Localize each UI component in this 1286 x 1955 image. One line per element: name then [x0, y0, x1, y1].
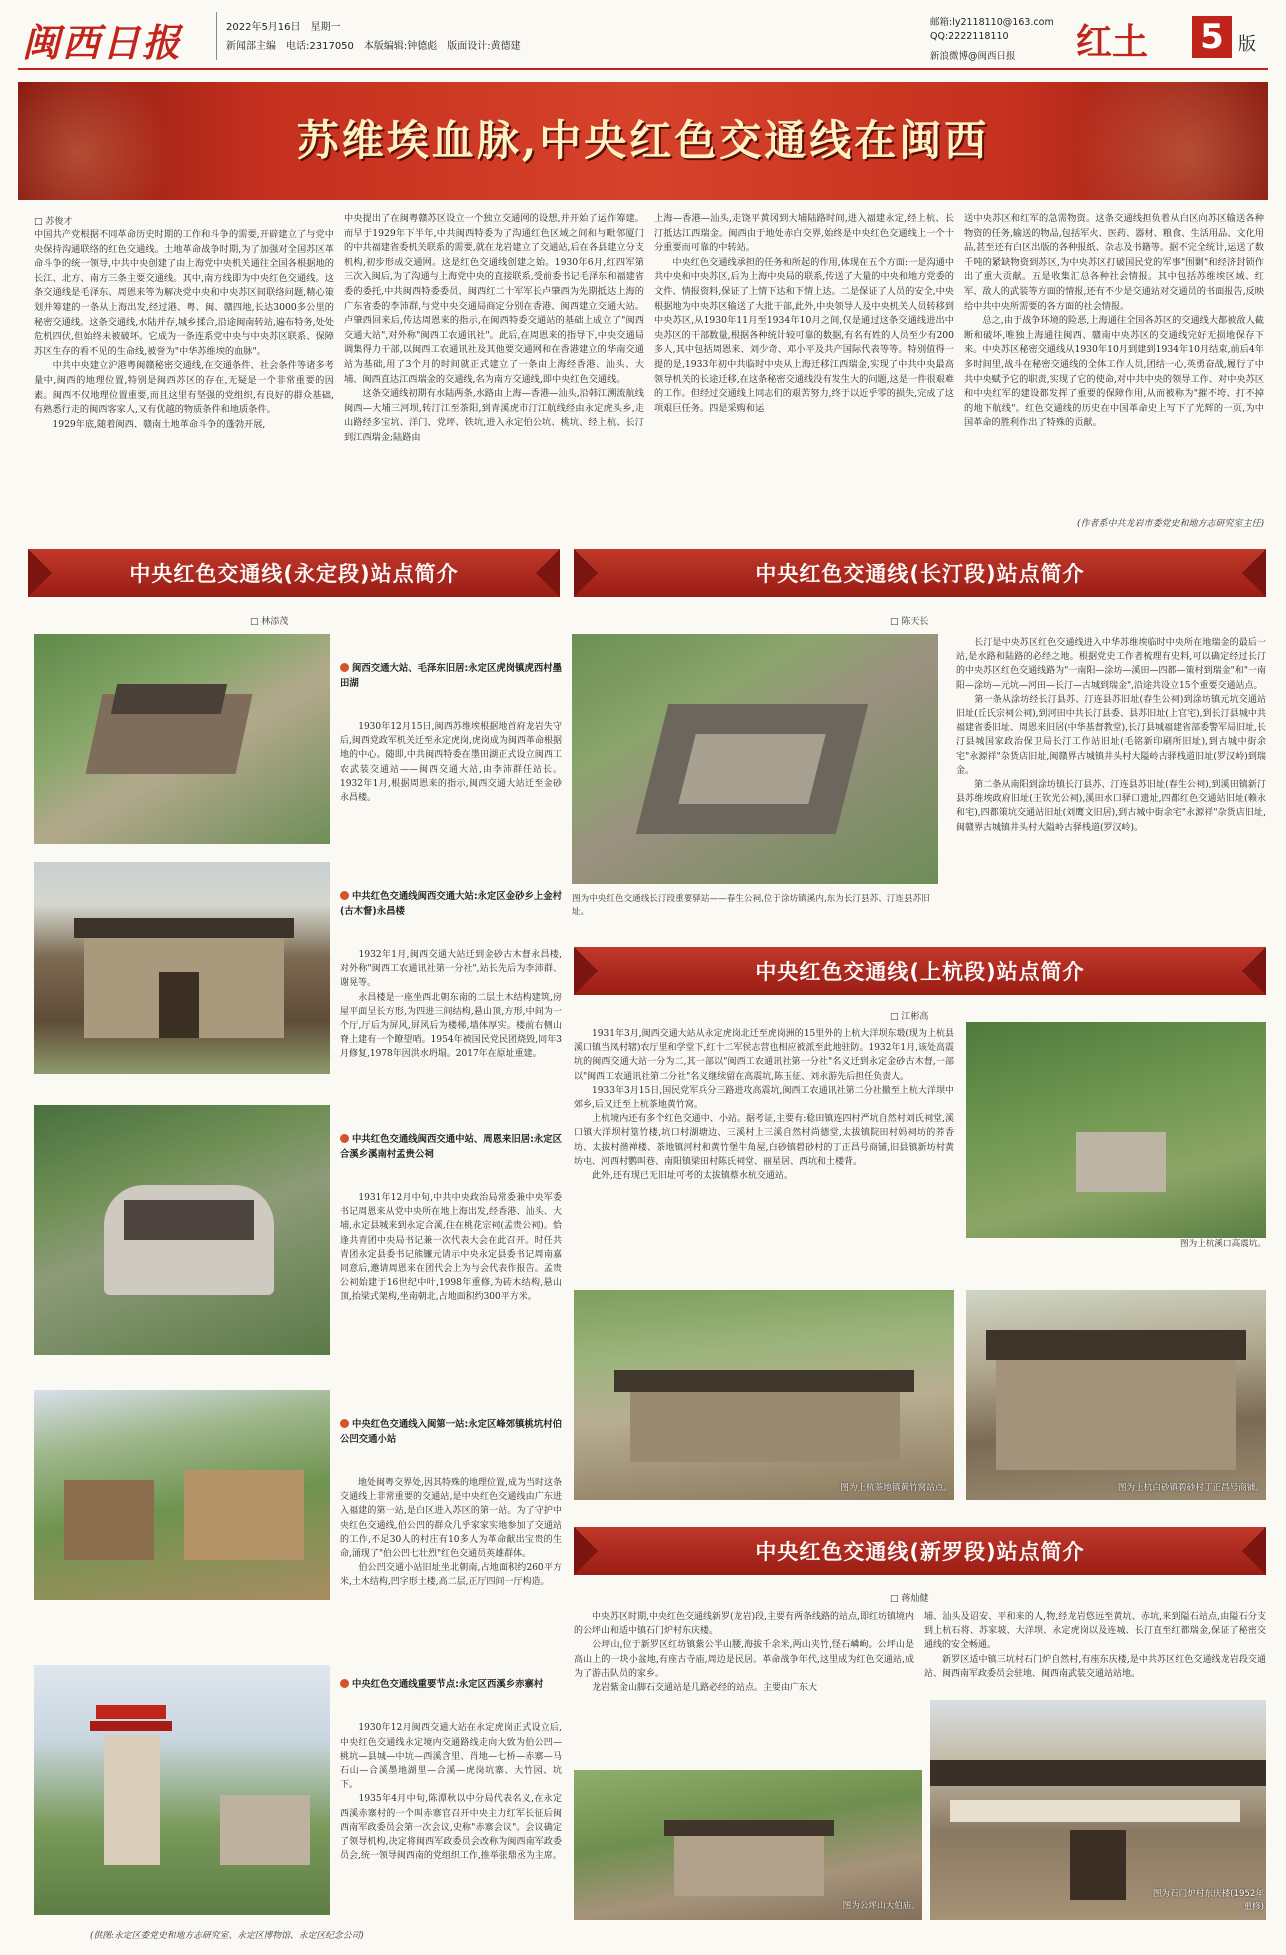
xinluo-body-left: 中央苏区时期,中央红色交通线新罗(龙岩)段,主要有两条线路的站点,即红坊镇境内的公坪山和适中镇石门炉村东庆楼。 公坪山,位于新罗区红坊镇紫公半山腰,海拔千余米,两山夹竹,怪石嶙峋。公坪山是高山上的一块小盆地,有座古寺庙,周边是民居。革命战争年代,这里成为红色交通站,成为了游击队员的家乡。 龙岩紫金山脚石交通站是几路必经的站点。主要由广东大	[574, 1612, 914, 1694]
headline-banner	[18, 82, 1268, 200]
yongding-photo-4	[34, 1390, 330, 1600]
changting-photo	[572, 634, 938, 884]
shanghang-photo-2	[574, 1290, 954, 1500]
xinluo-author-name: 蒋灿健	[901, 1594, 929, 1604]
yongding-site-5	[340, 1650, 562, 1920]
shanghang-photo-3	[966, 1290, 1266, 1500]
yongding-site-3-body: 1931年12月中旬,中共中央政治局常委兼中央军委书记周恩来从党中央所在地上海出发,经香港、汕头、大埔,永定县城来到永定合溪,住在桃花宗祠(孟贵公祠)。恰逢共青团中央局书记兼一次代表大会在此召开。时任共青团永定县委书记熊镰元请示中央永定县委书记周南嘉同意后,邀请周恩来在团代会上为与会代表作报告。孟贵公祠始建于16世纪中叶,1998年重修,为砖木结构,悬山顶,抬梁式架构,坐南朝北,占地面积约300平方米。	[340, 1193, 562, 1303]
weibo: 新浪微博@闽西日报	[930, 51, 1016, 62]
shanghang-photo-3-caption: 图为上杭白砂镇碧砂村丁正昌号商铺。	[1117, 1483, 1264, 1493]
editor-line: 新闻部主编 电话:2317050 本版编辑:钟德彪 版面设计:黄德建	[226, 41, 521, 52]
yongding-author: □ 林添茂	[250, 617, 289, 627]
red-dot-icon	[340, 663, 349, 672]
yongding-author-name: 林添茂	[261, 617, 289, 627]
yongding-site-2	[340, 862, 562, 1074]
yongding-site-4-body: 地处闽粤交界处,因其特殊的地理位置,成为当时这条交通线上非常重要的交通站,是中央红色交通线由广东进入福建的第一站,是白区进入苏区的第一站。为了守护中央红色交通线,伯公凹的群众几乎家家实地参加了交通站的工作,不足30人的村庄有10多人为革命献出宝贵的生命,涌现了"伯公凹七壮烈"红色交通员英雄群体。 伯公凹交通小站旧址坐北朝南,占地面积约260平方米,土木结构,凹字形土楼,高二层,正厅四间一厅构造。	[340, 1478, 562, 1588]
intro-col-1: 中国共产党根据不同革命历史时期的工作和斗争的需要,开辟建立了与党中央保持沟通联络的红色交通线。土地革命战争时期,为了加强对全国苏区革命斗争的统一领导,中共中央创建了由上海党中央机关通往全国各根据地的长江、北方、南方三条主要交通线。其中,南方线即为中央红色交通线。这条交通线是毛泽东、周恩来等为解决党中央和中央苏区间联络问题,精心策划并筹建的一条从上海出发,经过港、粤、闽、赣四地,长达3000多公里的秘密交通线。这条交通线,水陆并存,城乡揉合,沿途闽南转站,遍布特务,处处危机四伏,但始终未被破坏。它成为一条连系党中央与中央苏区联系、保障苏区生存的看不见的生命线,被誉为"中华苏维埃的血脉"。 中共中央建立沪港粤闽赣秘密交通线,在交通条件、社会条件等诸多考量中,闽西的地理位置,特别是闽西苏区的存在,无疑是一个非常重要的因素。闽西不仅地理位置重要,而且这里有坚强的党组织,有良好的群众基础,有熟悉行走的闽西客家人,又有优越的物质条件和地质条件。 1929年底,随着闽西、赣南土地革命斗争的蓬勃开展,	[34, 229, 334, 430]
shanghang-photo-2-caption: 图为上杭茶地镇黄竹窝站点。	[840, 1483, 952, 1493]
intro-author: □ 苏俊才	[34, 217, 73, 227]
changting-body: 长汀是中央苏区红色交通线进入中华苏维埃临时中央所在地瑞金的最后一站,是水路和陆路的必经之地。根据党史工作者梳理有史料,可以确定经过长汀的中央苏区红色交通线路为"一南阳—涂坊—溪田—四都—策村到瑞金"和"一南阳—涂坊—元坑—河田—长汀—古城到瑞金",沿途共设立15个重要交通站点。 第一条从涂坊经长汀县苏、汀连县苏旧址(春生公祠)到涂坊镇元坑交通站旧址(丘氏宗祠公祠),到河田中共长汀县委、县苏旧址(上官宅),到长汀县城中共福建省委旧址、周恩来旧居(中华基督教堂),长汀县城福建省部委警军局旧址,长汀县城国家政治保卫局长汀工作站旧址(毛铭新印刷所旧址),到古城中街余宅"永源祥"杂货店旧址,闽赣界古城镇井头村大隘岭古驿栈道旧址(罗汉岭)到瑞金。 第二条从南阳到涂坊镇长汀县苏、汀连县苏旧址(春生公祠),到溪田镇新汀县苏维埃政府旧址(王钦光公祠),溪田水口驿口遗址,四都红色交通站旧址(赖永和宅),四都策坑交通站旧址(刘鹰文旧居),到古城中街余宅"永源祥"杂货店旧址,闽赣界古城镇井头村大隘岭古驿栈道(罗汉岭)。	[956, 638, 1266, 833]
yongding-footnote: (供图:永定区委党史和地方志研究室、永定区博物馆、永定区纪念公司)	[90, 1931, 364, 1941]
xinluo-title-banner	[574, 1527, 1266, 1575]
yongding-site-3	[340, 1105, 562, 1363]
shanghang-body: 1931年3月,闽西交通大站从永定虎岗北迁至虎岗洲的15里外的上杭大洋坝东塅(现为上杭县溪口镇当凤村辖)农厅里和学堂下,红十二军侯志营也相应被派至此地驻防。1932年1月,该处高震坑的闽西交通大站一分为二,其一部以"闽西工农通讯社第一分社"名义迁到永定金砂古木督,一部以"闽西工农通讯社第二分社"名义继续留在高震坑,陈玉征、刘永游先后担任负责人。 1933年3月15日,国民党军兵分三路进攻高震坑,闽西工农通讯社第二分社撤至上杭大洋坝中郊乡,后又迁至上杭茶地黄竹窝。 上杭境内还有多个红色交通中、小站。据考证,主要有:稔田镇连四村严坑自然村刘氏祠堂,溪口镇大洋坝村篁竹楼,坑口村湖塘边、三溪村上三溪自然村尚德堂,太拔镇院田村妈祠坊的荞香坊、太拔村凿禅楼、茶地镇河村和黄竹堡牛角屋,白砂镇碧砂村的丁正昌号商铺,旧县镇新坊村黄坊屯、河西村鹦叫巷、南阳镇梁田村陈氏祠堂、丽星居、西坑和土楼背。 此外,还有现已无旧址可考的太拔镇蔡水杭交通站。	[574, 1029, 954, 1182]
xinluo-photo-2	[930, 1700, 1266, 1920]
page-number-box: 5	[1192, 16, 1232, 58]
yongding-photo-5	[34, 1665, 330, 1915]
yongding-site-5-title: 中央红色交通线重要节点:永定区西溪乡赤寨村	[352, 1679, 544, 1691]
newspaper-logo: 闽西日报	[22, 20, 183, 65]
yongding-site-2-body: 1932年1月,闽西交通大站迁到金砂古木督永昌楼,对外称"闽西工农通讯社第一分社",站长先后为李沛群、谢晃等。 永昌楼是一座坐西北朝东南的二层土木结构建筑,房屋平面呈长方形,为四进三间结构,悬山顶,方形,中间为一个厅,厅后为屏风,屏风后为楼梯,墙体厚实。楼前右侧山脊上建有一个瞭望哨。1954年被国民党民团烧毁,同年3月修复,1978年因洪水坍塌。2017年在原址重建。	[340, 950, 562, 1060]
red-dot-icon	[340, 1679, 349, 1688]
red-dot-icon	[340, 891, 349, 900]
shanghang-author: □ 江彬高	[890, 1012, 929, 1022]
red-dot-icon	[340, 1419, 349, 1428]
intro-signature: (作者系中共龙岩市委党史和地方志研究室主任)	[1076, 519, 1264, 529]
yongding-site-5-body: 1930年12月闽西交通大站在永定虎岗正式设立后,中央红色交通线永定境内交通路线走向大致为伯公凹—桃坑—县城—中坑—西溪含里、肖地—七桥—赤寨—马石山—合溪墨地湖里—合溪—虎岗坑寨、大竹园、坑下。 1935年4月中旬,陈潭秋以中分局代表名义,在永定西溪赤寨村的一个叫赤寨官召开中央主力红军长征后闽西南军政委员会第一次会议,史称"赤寨会议"。会议确定了领导机构,决定将闽西军政委员会改称为闽西南军政委员会,统一领导闽西南的党组织工作,推举张鼎丞为主席。	[340, 1723, 562, 1862]
yongding-title-banner	[28, 549, 560, 597]
page-suffix: 版	[1238, 34, 1256, 55]
xinluo-photo-2-caption: 图为石门炉村东庆楼(1952年重修)	[1152, 1889, 1264, 1912]
yongding-photo-1	[34, 634, 330, 844]
xinluo-photo-1	[574, 1770, 922, 1920]
red-dot-icon	[340, 1134, 349, 1143]
yongding-site-1-title: 闽西交通大站、毛泽东旧居:永定区虎岗镇虎西村墨田湖	[340, 663, 562, 689]
changting-photo-caption: 图为中央红色交通线长汀段重要驿站——春生公祠,位于涂坊镇溪内,东为长汀县苏、汀连县苏旧址。	[572, 894, 930, 917]
yongding-photo-3	[34, 1105, 330, 1355]
yongding-title: 中央红色交通线(永定段)站点简介	[129, 562, 459, 586]
changting-title-banner	[574, 549, 1266, 597]
changting-author: □ 陈天长	[890, 617, 929, 627]
shanghang-photo-1	[966, 1022, 1266, 1238]
yongding-site-3-title: 中共红色交通线闽西交通中站、周恩来旧居:永定区合溪乡溪南村孟贵公祠	[340, 1134, 562, 1160]
xinluo-photo-1-caption: 图为公坪山大伯庙。	[842, 1901, 920, 1911]
yongding-site-1-body: 1930年12月15日,闽西苏维埃根据地首府龙岩失守后,闽西党政军机关迁至永定虎岗,虎岗成为闽西革命根据地的中心。随即,中共闽西特委在墨田湖正式设立闽西工农武装交通站——闽西交通大站,由李沛群任站长。1932年1月,根据周恩来的指示,闽西交通大站迁至金砂永昌楼。	[340, 722, 562, 804]
intro-col-3: 上海—香港—汕头,走饶平黄冈到大埔陆路时间,进入福建永定,经上杭、长汀抵达江西瑞金。闽西由于地处赤白交界,始终是中央红色交通线上一个十分重要而可靠的中转站。 中央红色交通线承担的任务和所起的作用,体现在五个方面:一是沟通中共中央和中央苏区,后为上海中央局的联系,传送了大量的中央和地方党委的文件、情报资料,保证了上情下达和下情上达。二是保证了人员的安全,中央根据地为中央苏区输送了大批干部,此外,中央领导人及中央机关人员转移到中央苏区,从1930年11月至1934年10月之间,仅是通过这条交通线进出中央苏区的干部数量,根据各种统计较可靠的数据,有名有姓的人员至少有200多人,其中包括周恩来、刘少奇、邓小平及共产国际代表等等。特别值得一提的是,1933年初中共临时中央从上海迁移江西瑞金,实现了中共中央最高领导机关的长途迁移,在这条秘密交通线没有发生大的问题,这是一件很艰难的工作。但经过交通线上同志们的艰苦努力,终于以近乎零的损失,完成了这项艰巨任务。四是采购和运	[654, 213, 954, 414]
masthead	[0, 0, 1286, 72]
shanghang-author-name: 江彬高	[901, 1012, 929, 1022]
shanghang-title-banner	[574, 947, 1266, 995]
yongding-site-1	[340, 634, 562, 844]
changting-author-name: 陈天长	[901, 617, 929, 627]
yongding-photo-2	[34, 862, 330, 1074]
email: 邮箱:ly2118110@163.com	[930, 17, 1054, 28]
shanghang-photo-1-caption: 图为上杭溪口高震坑。	[1180, 1239, 1266, 1249]
xinluo-title: 中央红色交通线(新罗段)站点简介	[755, 1540, 1085, 1564]
masthead-rule	[18, 68, 1268, 70]
intro-author-name: 苏俊才	[45, 217, 73, 227]
intro-col-2: 中央提出了在闽粤赣苏区设立一个独立交通网的设想,并开始了运作筹建。而早于1929年下半年,中共闽西特委为了沟通红色区域之间和与毗邻厦门的中共福建省委机关联系的需要,就在龙岩建立了交通站,后在各县建立分支机构,初步形成交通网。这是红色交通线创建之始。1930年6月,红四军第三次入闽后,为了沟通与上海党中央的直接联系,受前委书记毛泽东和福建省委的委托,中共闽西特委委员、闽西红二十军军长卢肇西为先期抵达上海的广东省委的李沛群,与党中央交通局商定分别在香港、闽西建立交通大站。卢肇西回来后,传达周恩来的指示,在闽西特委交通站的基础上成立了"闽西交通大站",对外称"闽西工农通讯社"。此后,在周恩来的指导下,中央交通局调集得力干部,以闽西工农通讯社及其他要交通网和在香港建立的华南交通站为基础,用了3个月的时间就正式建立了一条由上海经香港、汕头、大埔、闽西直达江西瑞金的交通线,名为南方交通线,即中央红色交通线。 这条交通线初期有水陆两条,水路由上海—香港—汕头,沿韩江溯流航线闽西—大埔三河坝,转汀江至茶阳,到青溪虎市汀江航线经由永定虎头乡,走山路经多宝坑、洋门、党坪、铁坑,进入永定伯公坑、桃坑、经上杭、长汀到江西瑞金;陆路由	[344, 213, 644, 443]
xinluo-author: □ 蒋灿健	[890, 1594, 929, 1604]
yongding-site-2-title: 中共红色交通线闽西交通大站:永定区金砂乡上金村(古木督)永昌楼	[340, 891, 562, 917]
headline: 苏维埃血脉,中央红色交通线在闽西	[296, 116, 990, 165]
intro-col-4: 送中央苏区和红军的急需物资。这条交通线担负着从白区向苏区输送各种物资的任务,输送的物品,包括军火、医药、器材、粮食、生活用品、文化用品,甚至还有白区出版的各种报纸、杂志及书籍等。据不完全统计,运送了数千吨的紧缺物资到苏区,为中央苏区打破国民党的军事"围剿"和经济封锁作出了重大贡献。五是收集汇总各种社会情报。其中包括苏维埃区域、红军、敌人的武装等方面的情报,还有不少是交通站对交通员的书面报告,反映给中共中央所需要的各方面的社会情报。 总之,由于战争环境的险恶,上海通往全国各苏区的交通线大都被敌人截断和破坏,唯独上海通往闽西、赣南中央苏区的交通线完好无损地保存下来。中央苏区秘密交通线从1930年10月到建到1934年10月结束,前后4年多时间里,战斗在秘密交通线的全体工作人员,团结一心,英勇奋战,履行了中共中央赋予它的职责,实现了它的使命,对中共中央的领导工作、对中央苏区和中央红军的建设都发挥了重要的保障作用,从而被称为"摧不垮、打不掉的地下航线"。红色交通线的历史在中国革命史上写下了光辉的一页,为中国革命的胜利作出了特殊的贡献。	[964, 213, 1264, 429]
yongding-site-4-title: 中央红色交通线入闽第一站:永定区峰郊镇桃坑村伯公凹交通小站	[340, 1419, 562, 1445]
qq: QQ:2222118110	[930, 31, 1009, 42]
column-name: 红土	[1076, 22, 1149, 63]
shanghang-title: 中央红色交通线(上杭段)站点简介	[755, 960, 1085, 984]
yongding-site-4	[340, 1390, 562, 1622]
changting-title: 中央红色交通线(长汀段)站点简介	[755, 562, 1085, 586]
xinluo-body-right: 埔、汕头及诏安、平和来的人,物,经龙岩悠远至黄坑、赤坑,来到隘石站点,由隘石分支到上杭石将、苏家坡、大洋坝、永定虎岗以及连城、长汀直至红都瑞金,保证了秘密交通线的安全畅通。 新罗区适中镇三坑村石门炉自然村,有座东庆楼,是中共苏区红色交通线龙岩段交通站、闽西南军政委员会驻地、闽西南武装交通站站地。	[924, 1612, 1266, 1679]
date-line: 2022年5月16日 星期一	[226, 22, 341, 33]
